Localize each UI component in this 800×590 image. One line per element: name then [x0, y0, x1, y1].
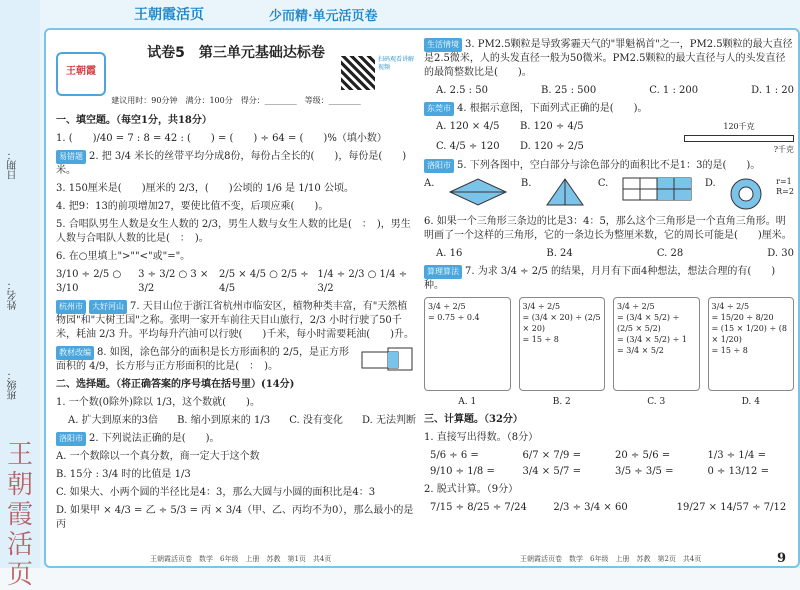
binding-strip: [0, 0, 40, 590]
question-7: 杭州市 大好河山 7. 天目山位于浙江省杭州市临安区，植物种类丰富，有"天然植物园"和"大树王国"之称。张明一家开车前往天目山旅行，2/3 小时行驶了50千米，耗油 2/3 升。平均每升汽油可以行驶( )千米，每小时需要耗油( )升。: [56, 301, 415, 340]
choice-1-options: A. 扩大到原来的3倍 B. 缩小到原来的 1/3 C. 没有变化 D. 无法判断: [68, 415, 416, 426]
qr-code-icon[interactable]: [341, 56, 375, 90]
question-8: 教材改编 8. 如图，涂色部分的面积是长方形面积的 2/5，是正方形面积的 4/9，长方形与正方形面积的比是( ： )。: [56, 346, 416, 374]
compare-item: 3/10 ÷ 2/5 ○ 3/10: [56, 269, 122, 294]
choice-2-d: D. 如果甲 × 4/3 = 乙 ÷ 5/3 = 丙 × 3/4（甲、乙、丙均不为0），那么最小的是丙: [56, 505, 414, 530]
choice-6: 6. 如果一个三角形三条边的比是3：4：5，那么这个三角形是一个直角三角形。明明画了一个这样的三角形，它的一条边长为整厘米数，它的周长可能是( )厘米。: [424, 216, 792, 241]
stepwise-problems: 7/15 ÷ 8/25 ÷ 7/24 2/3 ÷ 3/4 × 60 19/27 × 14/57 ÷ 7/12: [430, 502, 787, 513]
ring-figure: [729, 177, 763, 211]
method-box: 3/4 ÷ 2/5 = (3/4 × 20) ÷ (2/5 × 20) = 15 ÷ 8: [519, 297, 606, 391]
choice-7-options: A. 1 B. 2 C. 3 D. 4: [458, 397, 760, 407]
grid-figure: [622, 177, 692, 201]
logo-badge: 王朝霞: [56, 52, 106, 96]
choice-2-b: B. 15分 : 3/4 时的比值是 1/3: [56, 469, 191, 480]
page-number: 9: [776, 551, 786, 566]
triangle-figure: [545, 177, 585, 207]
segment-diagram: 120千克 ?千克: [684, 120, 794, 157]
paper-title: 试卷5 第三单元基础达标卷: [147, 45, 325, 61]
method-box: 3/4 ÷ 2/5 = 15/20 ÷ 8/20 = (15 × 1/20) ÷ (8 × 1/20) = 15 ÷ 8: [708, 297, 795, 391]
method-boxes: [424, 297, 794, 391]
question-tag: 易错题: [56, 150, 86, 164]
choice-2-c: C. 如果大、小两个圆的半径比是4：3，那么大圆与小圆的面积比是4：3: [56, 487, 376, 498]
method-box: 3/4 ÷ 2/5 = 0.75 ÷ 0.4: [424, 297, 511, 391]
footer-right: 王朝霞活页卷 数学 6年级 上册 苏教 第2页 共4页: [520, 555, 702, 563]
section-fill-in: 一、填空题。（每空1分，共18分）: [56, 115, 212, 126]
header-series: 少而精·单元活页卷: [269, 9, 378, 24]
qr-note: 扫码观看讲解视频: [378, 56, 415, 71]
rectangle-square-figure: [360, 346, 416, 372]
choice-3: 生活情境 3. PM2.5颗粒是导致雾霾天气的"罪魁祸首"之一，PM2.5颗粒的最大直径是2.5微米，人的头发直径一般为50微米。PM2.5颗粒的最大直径与人的头发直径的最简整数比是( )。: [424, 39, 793, 78]
footer-left: 王朝霞活页卷 数学 6年级 上册 苏教 第1页 共4页: [150, 555, 332, 563]
section-calculation: 三、计算题。（32分）: [424, 414, 523, 425]
left-column: [56, 30, 416, 536]
choice-3-options: A. 2.5 : 50 B. 25 : 500 C. 1 : 200 D. 1 : 20: [436, 85, 794, 96]
header-brand: 王朝霞活页: [134, 7, 204, 23]
ring-radii: r=1 R=2: [776, 177, 794, 196]
name-field-label: 姓名：: [8, 280, 19, 310]
choice-2-a: A. 一个数除以一个真分数，商一定大于这个数: [56, 451, 260, 462]
date-field-label: 日期：: [8, 150, 19, 180]
right-column: [424, 36, 794, 519]
section-choice: 二、选择题。（将正确答案的序号填在括号里）(14分): [56, 379, 295, 390]
brand-watermark: 王朝霞活页: [6, 440, 33, 590]
class-field-label: 班级：: [8, 370, 19, 400]
choice-4-body: A. 120 × 4/5 B. 120 ÷ 4/5 C. 4/5 ÷ 120 D. 120 ÷ 2/5 120千克 ?千克: [424, 120, 794, 157]
question-4: 4. 把9：13的前项增加27，要使比值不变，后项应乘( )。: [56, 201, 329, 212]
question-6: 6. 在○里填上">""<"或"="。: [56, 251, 191, 262]
choice-1: 1. 一个数(0除外)除以 1/3，这个数就( )。: [56, 397, 260, 408]
rhombus-figure: [448, 177, 508, 207]
choice-7: 算理算法 7. 为求 3/4 ÷ 2/5 的结果，月月有下面4种想法，想法合理的有( )种。: [424, 266, 776, 291]
calc-direct-title: 1. 直接写出得数。（8分）: [424, 432, 539, 443]
question-1: 1. ( )/40 = 7 : 8 = 42 : ( ) = ( ) ÷ 64 = ( )%（填小数）: [56, 133, 387, 144]
paper-meta: 建议用时：90分钟 满分：100分 得分：________ 等级：________: [111, 96, 361, 105]
method-box: 3/4 ÷ 2/5 = (3/4 × 5/2) ÷ (2/5 × 5/2) = (3/4 × 5/2) ÷ 1 = 3/4 × 5/2: [613, 297, 700, 391]
choice-6-options: A. 16 B. 24 C. 28 D. 30: [436, 248, 794, 259]
choice-5-figures: A. B. C. D. r=1 R=2: [424, 177, 794, 213]
choice-4: 东莞市 4. 根据示意图，下面列式正确的是( )。: [424, 102, 794, 116]
question-3: 3. 150厘米是( )厘米的 2/3，( )公顷的 1/6 是 1/10 公顷。: [56, 183, 354, 194]
compare-item: 3 ÷ 3/2 ○ 3 × 3/2: [138, 269, 209, 294]
choice-5: 洛阳市 5. 下列各图中，空白部分与涂色部分的面积比不是1：3的是( )。: [424, 159, 794, 173]
compare-item: 1/4 ÷ 2/3 ○ 1/4 ÷ 3/2: [317, 269, 408, 294]
question-5: 5. 合唱队男生人数是女生人数的 2/3，男生人数与女生人数的比是( ： )，男生人数与合唱队人数的比是( ： )。: [56, 219, 411, 244]
compare-item: 2/5 × 4/5 ○ 2/5 ÷ 4/5: [219, 269, 309, 294]
direct-answers: 5/6 ÷ 6 = 6/7 × 7/9 = 20 ÷ 5/6 = 1/3 ÷ 1/4 = 9/10 ÷ 1/8 = 3/4 × 5/7 = 3/5 ÷ 3/5 = 0 ÷ 13/12 =: [430, 450, 769, 477]
compare-row: [56, 268, 416, 296]
calc-step-title: 2. 脱式计算。（9分）: [424, 484, 519, 495]
header-bar: [44, 0, 796, 30]
question-2: 易错题 2. 把 3/4 米长的丝带平均分成8份，每份占全长的( )，每份是( )米。: [56, 151, 407, 176]
choice-2: 洛阳市 2. 下列说法正确的是( )。: [56, 432, 416, 446]
